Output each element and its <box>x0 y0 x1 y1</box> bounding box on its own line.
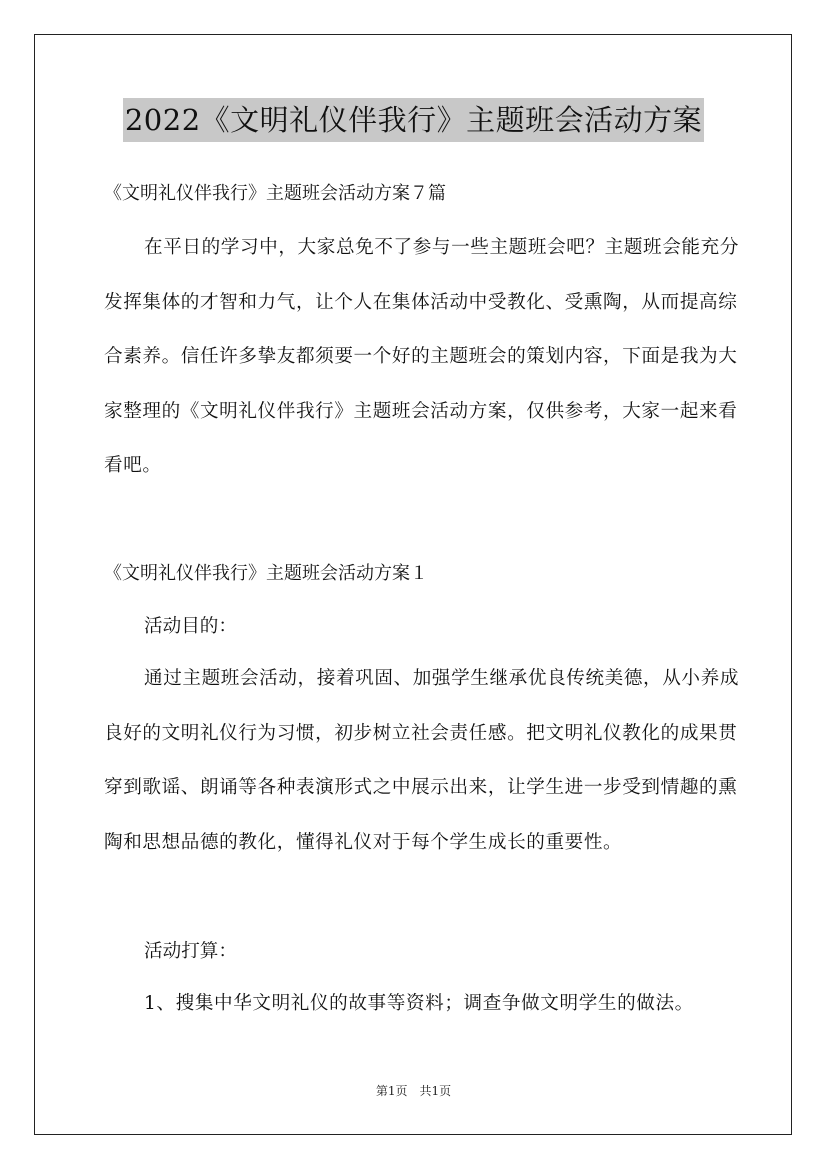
section-heading: 《文明礼仪伴我行》主题班会活动方案１ <box>104 563 428 584</box>
goal-label: 活动目的： <box>144 616 237 637</box>
plan-item-1: 1、搜集中华文明礼仪的故事等资料；调查争做文明学生的做法。 <box>144 993 694 1014</box>
document-subtitle: 《文明礼仪伴我行》主题班会活动方案７篇 <box>104 183 446 204</box>
plan-label: 活动打算： <box>144 941 237 962</box>
page-footer: 第1页 共1页 <box>375 1084 452 1098</box>
intro-paragraph: 在平日的学习中，大家总免不了参与一些主题班会吧？主题班会能充分发挥集体的才智和力气，让个人在集体活动中受教化、受熏陶，从而提高综合素养。信任许多挚友都须要一个好的主题班会的策划内容，下面是我为大家整理的《文明礼仪伴我行》主题班会活动方案，仅供参考，大家一起来看看吧。 <box>104 237 740 476</box>
title-container <box>0 98 827 142</box>
document-title: 2022《文明礼仪伴我行》主题班会活动方案 <box>123 98 704 142</box>
goal-paragraph: 通过主题班会活动，接着巩固、加强学生继承优良传统美德，从小养成良好的文明礼仪行为习惯，初步树立社会责任感。把文明礼仪教化的成果贯穿到歌谣、朗诵等各种表演形式之中展示出来，让学生进一步受到情趣的熏陶和思想品德的教化，懂得礼仪对于每个学生成长的重要性。 <box>104 668 740 853</box>
